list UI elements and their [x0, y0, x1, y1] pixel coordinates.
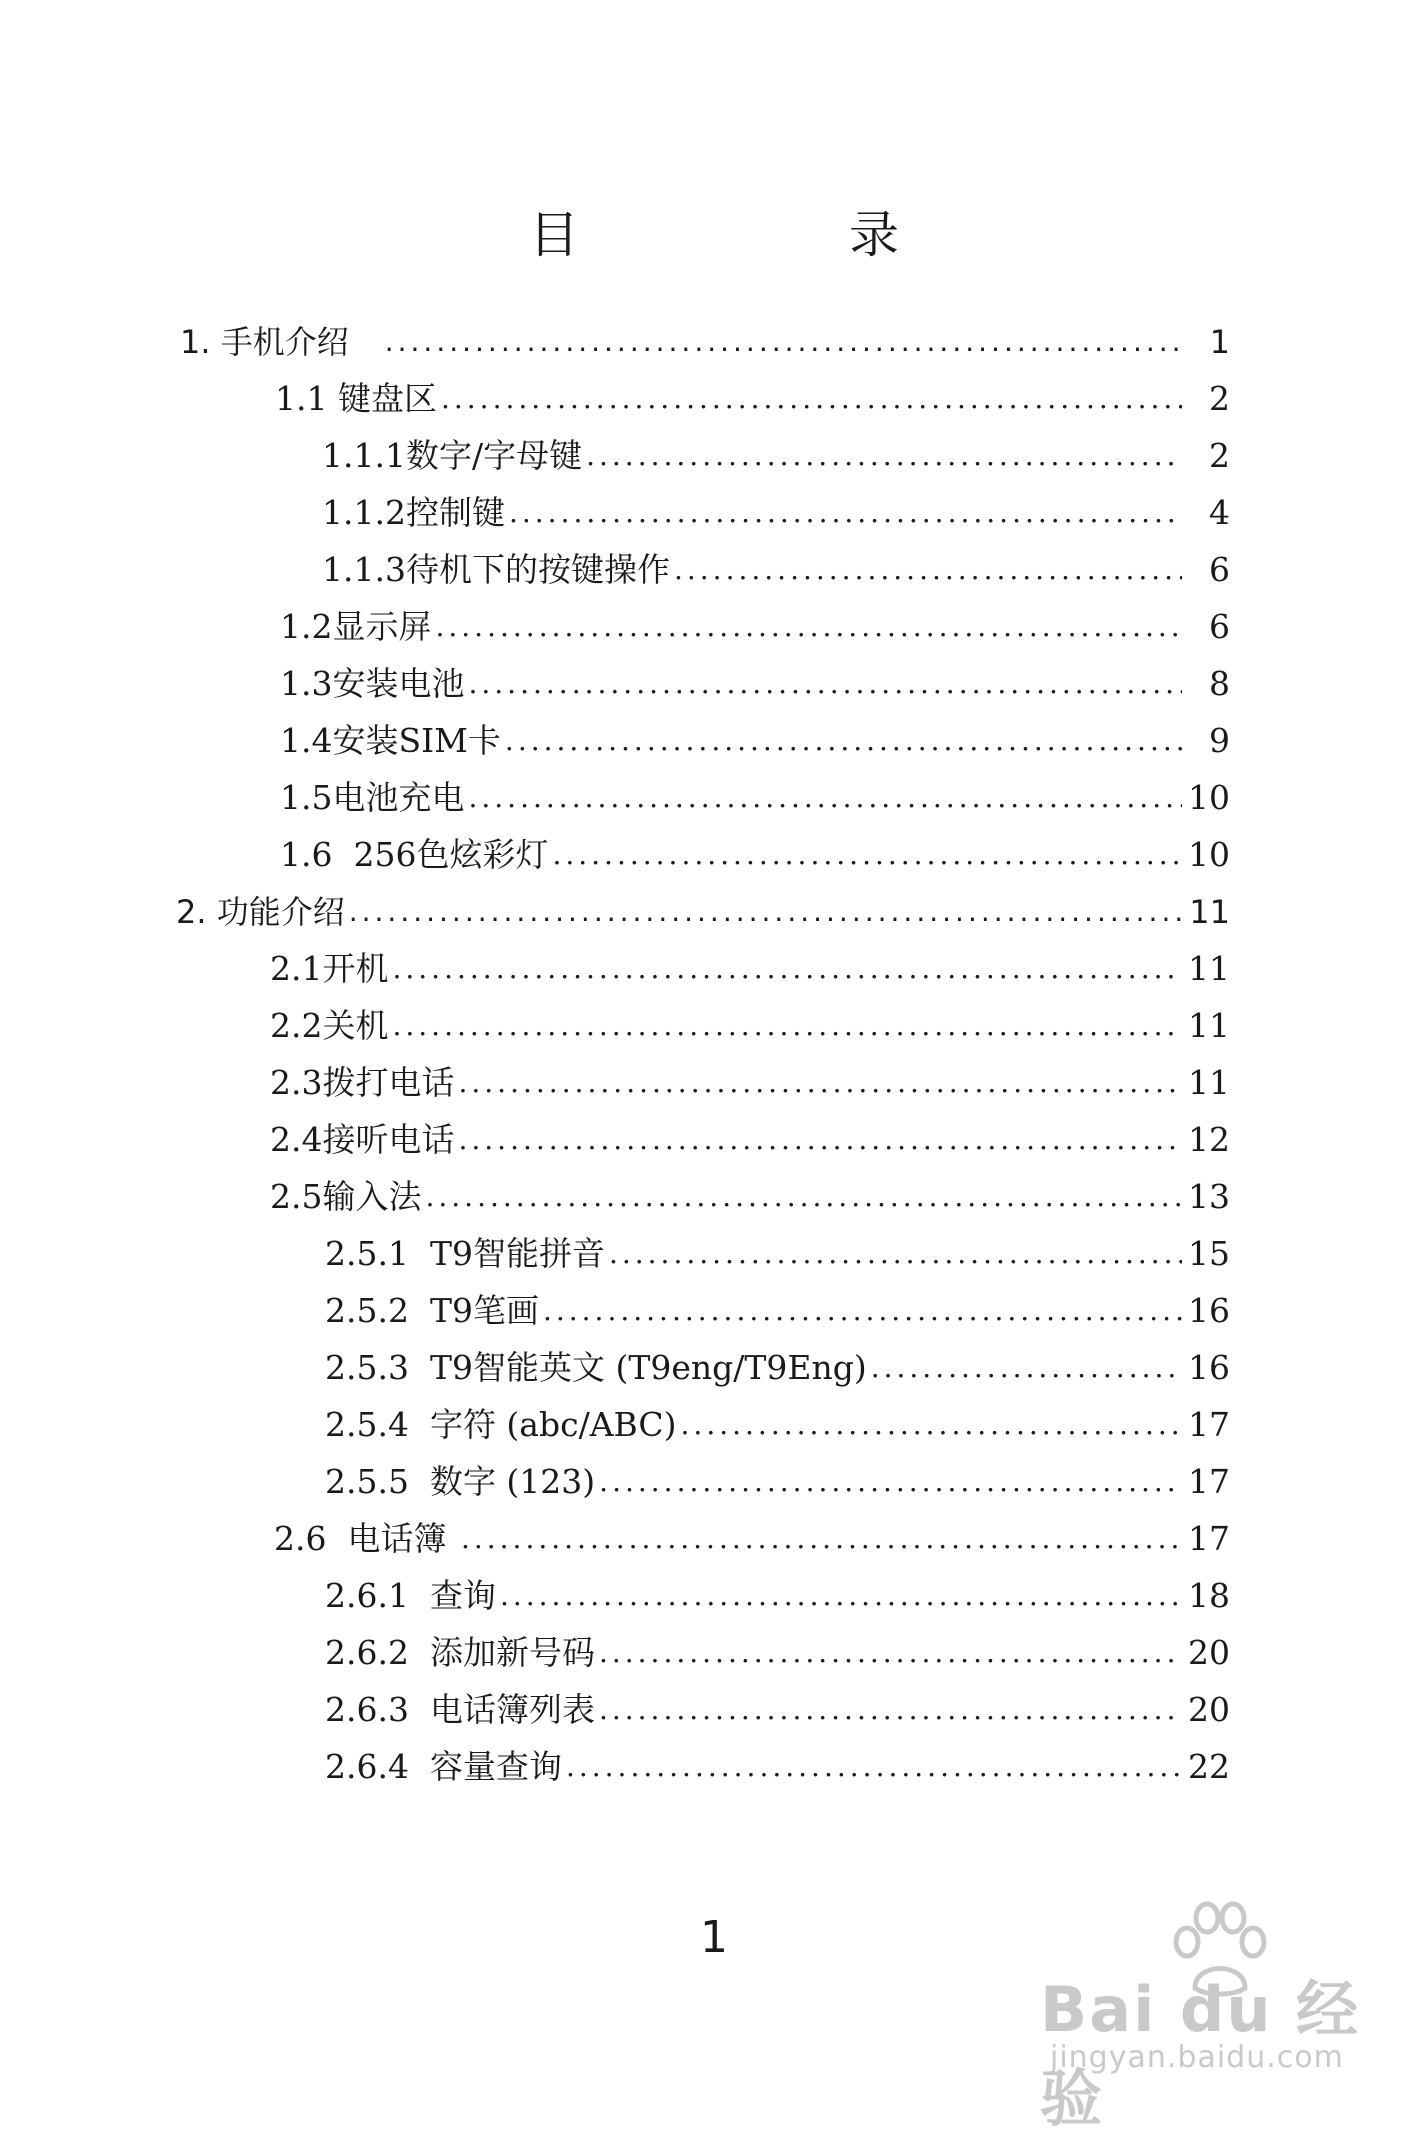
toc-entry-page: 10 [1188, 778, 1230, 817]
toc-leader-dots [500, 1570, 1182, 1622]
toc-entry-page: 1 [1209, 323, 1230, 361]
toc-leader-dots [609, 1228, 1182, 1280]
toc-entry-page: 8 [1209, 664, 1230, 703]
toc-entry[interactable] [280, 658, 1230, 710]
toc-entry-page: 11 [1188, 1006, 1230, 1045]
toc-entry[interactable] [270, 1000, 1230, 1052]
toc-entry[interactable] [280, 829, 1230, 881]
toc-entry-label: 2.5.2 T9笔画 [325, 1291, 539, 1330]
toc-leader-dots [385, 316, 1182, 368]
toc-entry-label: 2.5输入法 [270, 1177, 422, 1216]
toc-entry-label: 2.6.4 容量查询 [325, 1747, 562, 1786]
toc-entry-page: 15 [1188, 1234, 1230, 1273]
toc-entry-page: 20 [1188, 1690, 1230, 1729]
toc-entry[interactable] [325, 1684, 1230, 1736]
toc-entry[interactable] [325, 1342, 1230, 1394]
toc-entry-label: 1.6 256色炫彩灯 [280, 835, 549, 874]
toc-entry-label: 2.2关机 [270, 1006, 389, 1045]
toc-entry-label: 1.4安装SIM卡 [280, 721, 501, 760]
toc-leader-dots [681, 1399, 1182, 1451]
toc-entry-page: 11 [1188, 1063, 1230, 1102]
toc-leader-dots [468, 772, 1182, 824]
toc-leader-dots [566, 1741, 1182, 1793]
toc-entry[interactable] [325, 1399, 1230, 1451]
toc-entry[interactable] [325, 1741, 1230, 1793]
toc-entry-label: 2.3拨打电话 [270, 1063, 455, 1102]
toc-entry[interactable] [270, 1171, 1230, 1223]
toc-entry-label: 1.1 键盘区 [275, 379, 437, 418]
toc-entry-page: 16 [1188, 1291, 1230, 1330]
toc-entry-page: 17 [1188, 1405, 1230, 1444]
page-number: 1 [700, 1912, 728, 1963]
toc-leader-dots [441, 373, 1182, 425]
toc-entry-page: 2 [1209, 379, 1230, 418]
toc-entry[interactable] [322, 430, 1230, 482]
toc-entry-label: 2.6.1 查询 [325, 1576, 496, 1615]
toc-entry-page: 20 [1188, 1633, 1230, 1672]
toc-leader-dots [435, 601, 1182, 653]
toc-entry[interactable] [322, 544, 1230, 596]
toc-entry-page: 16 [1188, 1348, 1230, 1387]
toc-entry-label: 1. 手机介绍 [180, 323, 381, 361]
toc-entry-label: 2.6.3 电话簿列表 [325, 1690, 595, 1729]
toc-entry-page: 22 [1188, 1747, 1230, 1786]
toc-leader-dots [586, 430, 1182, 482]
toc-entry-page: 17 [1188, 1519, 1230, 1558]
watermark-logo-text: Bai du 经验 [1040, 1973, 1361, 2135]
toc-entry-page: 9 [1209, 721, 1230, 760]
toc-entry-label: 2.1开机 [270, 949, 389, 988]
toc-leader-dots [552, 829, 1182, 881]
toc-entry[interactable] [275, 373, 1230, 425]
toc-entry[interactable] [176, 886, 1230, 938]
toc-entry-label: 1.1.2控制键 [322, 493, 505, 532]
toc-entry-page: 6 [1209, 607, 1230, 646]
toc-leader-dots [599, 1456, 1182, 1508]
toc-entry[interactable] [274, 1513, 1230, 1565]
toc-entry-page: 10 [1188, 835, 1230, 874]
toc-leader-dots [461, 1513, 1182, 1565]
toc-entry[interactable] [270, 1057, 1230, 1109]
toc-leader-dots [349, 886, 1182, 938]
toc-entry[interactable] [270, 943, 1230, 995]
toc-entry-page: 6 [1209, 550, 1230, 589]
toc-leader-dots [509, 487, 1182, 539]
toc-entry-label: 2.4接听电话 [270, 1120, 455, 1159]
toc-leader-dots [468, 658, 1182, 710]
toc-entry[interactable] [280, 772, 1230, 824]
toc-entry-page: 11 [1189, 893, 1230, 931]
toc-leader-dots [425, 1171, 1182, 1223]
toc-leader-dots [543, 1285, 1182, 1337]
toc-entry[interactable] [325, 1570, 1230, 1622]
toc-entry[interactable] [325, 1456, 1230, 1508]
toc-entry-label: 1.2显示屏 [280, 607, 432, 646]
toc-entry[interactable] [325, 1228, 1230, 1280]
toc-entry-label: 1.3安装电池 [280, 664, 465, 703]
toc-entry-label: 2.5.3 T9智能英文 (T9eng/T9Eng) [325, 1348, 867, 1387]
toc-entry-label: 2.6 电话簿 [274, 1519, 457, 1558]
toc-leader-dots [458, 1114, 1182, 1166]
toc-entry-page: 11 [1188, 949, 1230, 988]
toc-entry-page: 4 [1209, 493, 1230, 532]
toc-entry-label: 1.1.1数字/字母键 [322, 436, 583, 475]
toc-entry[interactable] [270, 1114, 1230, 1166]
toc-entry-page: 12 [1188, 1120, 1230, 1159]
toc-leader-dots [505, 715, 1182, 767]
toc-entry-page: 2 [1209, 436, 1230, 475]
toc-entry-label: 2.5.4 字符 (abc/ABC) [325, 1405, 677, 1444]
toc-entry-label: 2.5.1 T9智能拼音 [325, 1234, 605, 1273]
baidu-jingyan-watermark [1030, 1900, 1370, 2135]
toc-leader-dots [599, 1684, 1182, 1736]
toc-entry[interactable] [280, 715, 1230, 767]
toc-leader-dots [392, 943, 1182, 995]
toc-entry[interactable] [325, 1627, 1230, 1679]
toc-entry-page: 18 [1188, 1576, 1230, 1615]
toc-entry[interactable] [280, 601, 1230, 653]
toc-entry[interactable] [325, 1285, 1230, 1337]
toc-entry-label: 2. 功能介绍 [176, 893, 345, 931]
toc-entry-label: 1.1.3待机下的按键操作 [322, 550, 670, 589]
watermark-url: jingyan.baidu.com [1050, 2040, 1344, 2075]
toc-entry[interactable] [322, 487, 1230, 539]
toc-entry-page: 13 [1188, 1177, 1230, 1216]
toc-leader-dots [458, 1057, 1182, 1109]
toc-leader-dots [871, 1342, 1182, 1394]
page-title: 目 录 [529, 206, 1009, 264]
toc-entry-label: 1.5电池充电 [280, 778, 465, 817]
toc-leader-dots [392, 1000, 1182, 1052]
toc-entry-page: 17 [1188, 1462, 1230, 1501]
toc-entry[interactable] [180, 316, 1230, 368]
toc-leader-dots [599, 1627, 1182, 1679]
toc-entry-label: 2.5.5 数字 (123) [325, 1462, 596, 1501]
toc-leader-dots [674, 544, 1182, 596]
toc-entry-label: 2.6.2 添加新号码 [325, 1633, 595, 1672]
